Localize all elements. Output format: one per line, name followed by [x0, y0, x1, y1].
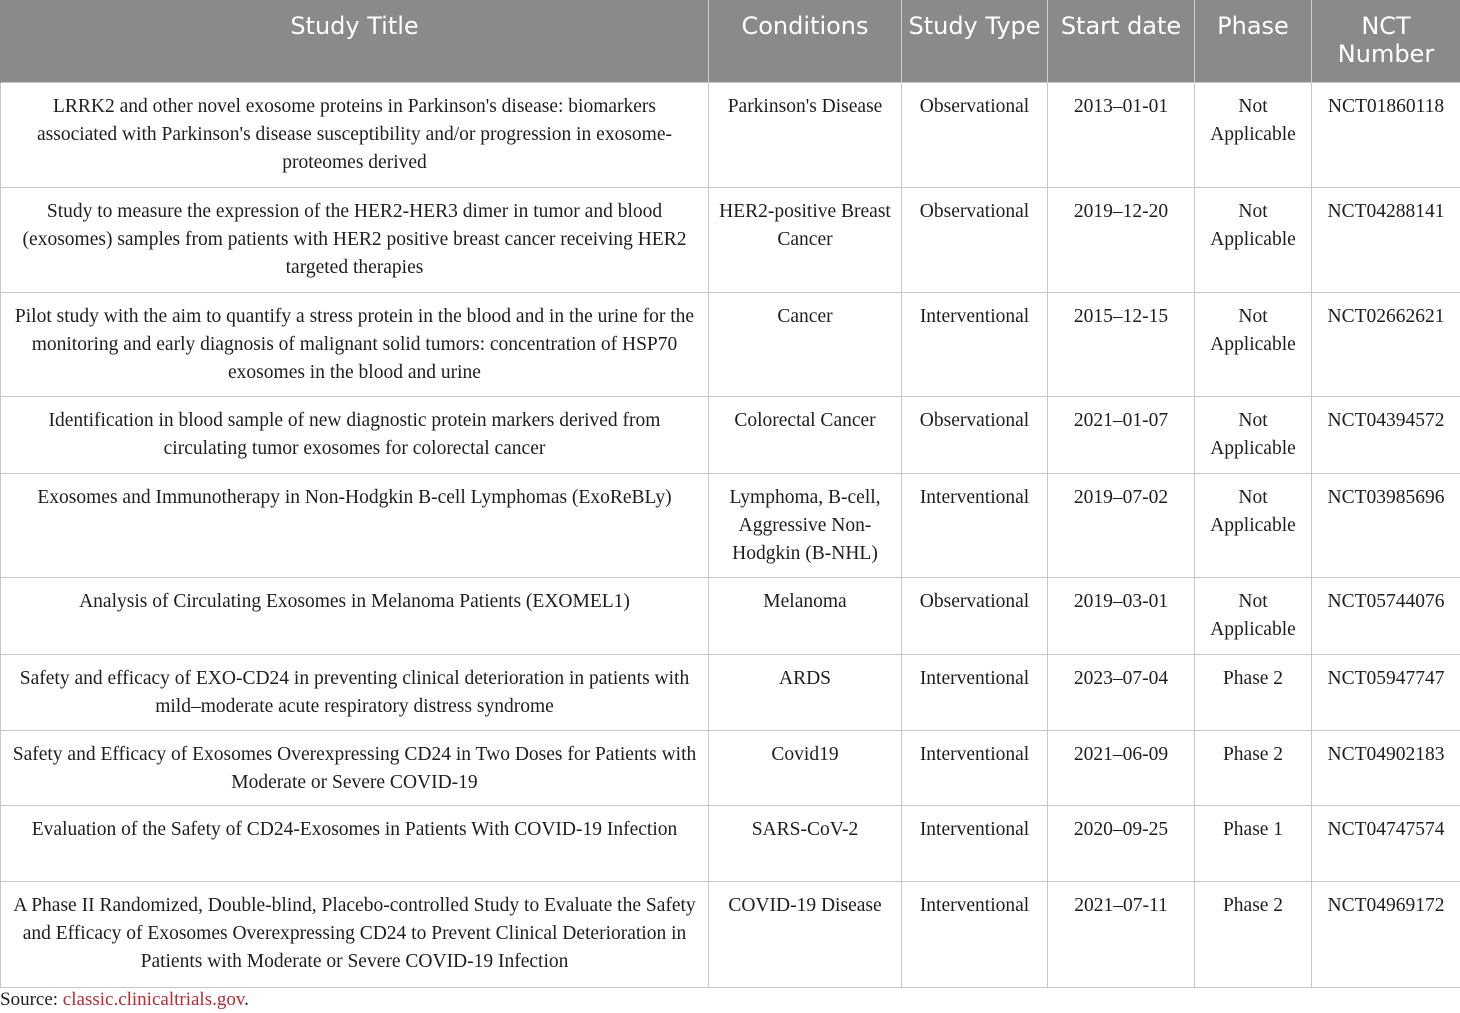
cell-study-title: Exosomes and Immunotherapy in Non-Hodgkin B-cell Lymphomas (ExoReBLy)	[1, 473, 709, 577]
cell-study-type: Observational	[902, 396, 1048, 473]
header-study-title: Study Title	[1, 0, 709, 82]
cell-study-type: Interventional	[902, 881, 1048, 987]
cell-conditions: ARDS	[709, 654, 902, 730]
cell-conditions: Parkinson's Disease	[709, 82, 902, 187]
table-row	[1, 805, 1460, 881]
cell-conditions: HER2-positive Breast Cancer	[709, 187, 902, 292]
cell-study-title: Analysis of Circulating Exosomes in Melanoma Patients (EXOMEL1)	[1, 577, 709, 654]
header-start-date: Start date	[1048, 0, 1195, 82]
table-header	[1, 0, 1460, 82]
table-row	[1, 82, 1460, 187]
cell-nct-number: NCT05947747	[1312, 654, 1460, 730]
header-phase: Phase	[1195, 0, 1312, 82]
source-link[interactable]: classic.clinicaltrials.gov	[62, 989, 245, 1010]
cell-study-title: LRRK2 and other novel exosome proteins in Parkinson's disease: biomarkers associated with Parkinson's disease susceptibility and/or progression in exosome-proteomes derived	[1, 82, 709, 187]
cell-study-title: Evaluation of the Safety of CD24-Exosomes in Patients With COVID-19 Infection	[1, 805, 709, 881]
cell-nct-number: NCT04747574	[1312, 805, 1460, 881]
cell-phase: Not Applicable	[1195, 396, 1312, 473]
cell-nct-number: NCT05744076	[1312, 577, 1460, 654]
header-nct-number: NCT Number	[1312, 0, 1460, 82]
cell-nct-number: NCT03985696	[1312, 473, 1460, 577]
cell-study-title: Identification in blood sample of new diagnostic protein markers derived from circulating tumor exosomes for colorectal cancer	[1, 396, 709, 473]
cell-conditions: Lymphoma, B-cell, Aggressive Non-Hodgkin (B-NHL)	[709, 473, 902, 577]
cell-start-date: 2019–12-20	[1048, 187, 1195, 292]
table-row	[1, 396, 1460, 473]
header-row	[1, 0, 1460, 82]
table-row	[1, 292, 1460, 396]
cell-study-type: Interventional	[902, 730, 1048, 805]
table-row	[1, 654, 1460, 730]
source-label: Source:	[0, 989, 63, 1010]
cell-nct-number: NCT04902183	[1312, 730, 1460, 805]
cell-phase: Not Applicable	[1195, 187, 1312, 292]
table-row	[1, 881, 1460, 987]
cell-conditions: COVID-19 Disease	[709, 881, 902, 987]
source-note	[0, 988, 249, 1012]
cell-phase: Phase 2	[1195, 730, 1312, 805]
cell-start-date: 2013–01-01	[1048, 82, 1195, 187]
cell-conditions: Cancer	[709, 292, 902, 396]
source-suffix: .	[244, 989, 249, 1010]
cell-conditions: Colorectal Cancer	[709, 396, 902, 473]
cell-study-type: Interventional	[902, 473, 1048, 577]
cell-study-type: Interventional	[902, 805, 1048, 881]
cell-start-date: 2019–07-02	[1048, 473, 1195, 577]
table-row	[1, 577, 1460, 654]
cell-phase: Not Applicable	[1195, 82, 1312, 187]
cell-study-title: Pilot study with the aim to quantify a stress protein in the blood and in the urine for the monitoring and early diagnosis of malignant solid tumors: concentration of HSP70 exosomes in the blood and urine	[1, 292, 709, 396]
table-row	[1, 473, 1460, 577]
header-study-type: Study Type	[902, 0, 1048, 82]
cell-start-date: 2019–03-01	[1048, 577, 1195, 654]
cell-study-title: A Phase II Randomized, Double-blind, Placebo-controlled Study to Evaluate the Safety and Efficacy of Exosomes Overexpressing CD24 to Prevent Clinical Deterioration in Patients with Moderate or Severe COVID-19 Infection	[1, 881, 709, 987]
cell-start-date: 2021–01-07	[1048, 396, 1195, 473]
cell-nct-number: NCT04394572	[1312, 396, 1460, 473]
cell-study-type: Interventional	[902, 292, 1048, 396]
cell-phase: Not Applicable	[1195, 473, 1312, 577]
cell-study-title: Safety and Efficacy of Exosomes Overexpressing CD24 in Two Doses for Patients with Moderate or Severe COVID-19	[1, 730, 709, 805]
cell-conditions: Covid19	[709, 730, 902, 805]
table-body	[1, 82, 1460, 987]
cell-nct-number: NCT04288141	[1312, 187, 1460, 292]
cell-start-date: 2020–09-25	[1048, 805, 1195, 881]
cell-study-type: Observational	[902, 187, 1048, 292]
cell-phase: Phase 2	[1195, 654, 1312, 730]
cell-phase: Not Applicable	[1195, 577, 1312, 654]
header-conditions: Conditions	[709, 0, 902, 82]
cell-study-type: Observational	[902, 577, 1048, 654]
cell-phase: Not Applicable	[1195, 292, 1312, 396]
cell-start-date: 2021–06-09	[1048, 730, 1195, 805]
cell-nct-number: NCT02662621	[1312, 292, 1460, 396]
table-row	[1, 187, 1460, 292]
cell-phase: Phase 1	[1195, 805, 1312, 881]
cell-start-date: 2015–12-15	[1048, 292, 1195, 396]
cell-conditions: Melanoma	[709, 577, 902, 654]
cell-nct-number: NCT01860118	[1312, 82, 1460, 187]
cell-phase: Phase 2	[1195, 881, 1312, 987]
cell-conditions: SARS-CoV-2	[709, 805, 902, 881]
cell-study-title: Safety and efficacy of EXO-CD24 in preventing clinical deterioration in patients with mild–moderate acute respiratory distress syndrome	[1, 654, 709, 730]
cell-start-date: 2023–07-04	[1048, 654, 1195, 730]
cell-study-type: Interventional	[902, 654, 1048, 730]
cell-study-title: Study to measure the expression of the HER2-HER3 dimer in tumor and blood (exosomes) samples from patients with HER2 positive breast cancer receiving HER2 targeted therapies	[1, 187, 709, 292]
cell-nct-number: NCT04969172	[1312, 881, 1460, 987]
table-row	[1, 730, 1460, 805]
cell-start-date: 2021–07-11	[1048, 881, 1195, 987]
cell-study-type: Observational	[902, 82, 1048, 187]
